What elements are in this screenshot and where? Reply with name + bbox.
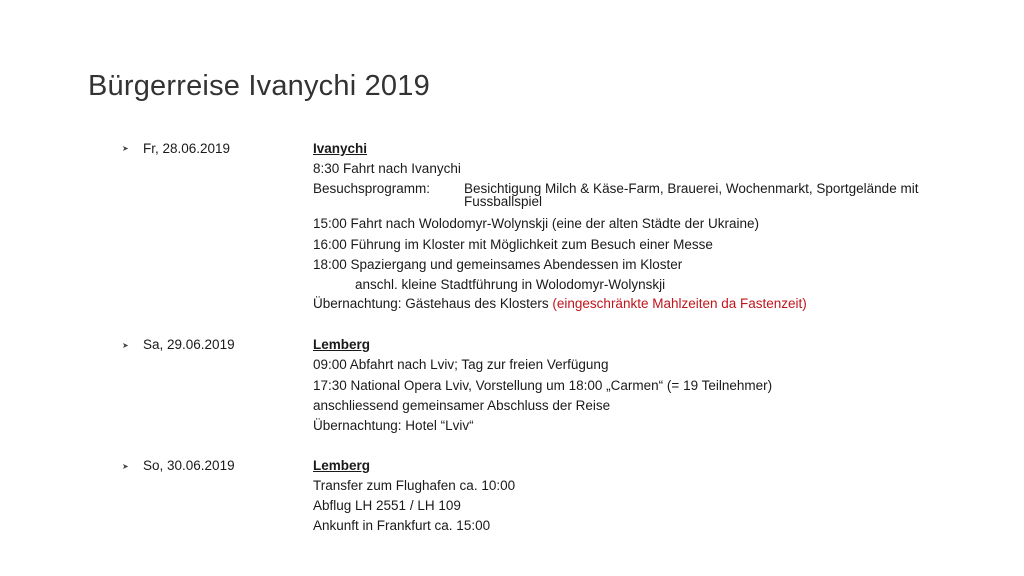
- itinerary-line: Ankunft in Frankfurt ca. 15:00: [313, 518, 491, 533]
- arrowhead-bullet-icon: ➤: [122, 144, 129, 153]
- itinerary-line: Transfer zum Flughafen ca. 10:00: [313, 478, 516, 493]
- itinerary-line: anschliessend gemeinsamer Abschluss der Reise: [313, 398, 611, 413]
- day-place: Lemberg: [313, 458, 371, 473]
- day-place: Lemberg: [313, 337, 371, 352]
- arrowhead-bullet-icon: ➤: [122, 462, 129, 471]
- itinerary-line: 09:00 Abfahrt nach Lviv; Tag zur freien Verfügung: [313, 357, 609, 372]
- overnight-warning: (eingeschränkte Mahlzeiten da Fastenzeit): [552, 296, 807, 311]
- itinerary-line: 18:00 Spaziergang und gemeinsames Abendessen im Kloster: [313, 257, 683, 272]
- slide-title: Bürgerreise Ivanychi 2019: [88, 70, 430, 102]
- day-date: Fr, 28.06.2019: [143, 141, 231, 156]
- day-date: So, 30.06.2019: [143, 458, 235, 473]
- itinerary-line: 15:00 Fahrt nach Wolodomyr-Wolynskji (eine der alten Städte der Ukraine): [313, 216, 759, 231]
- itinerary-line: 17:30 National Opera Lviv, Vorstellung um 18:00 „Carmen“ (= 19 Teilnehmer): [313, 378, 773, 393]
- itinerary-line: 8:30 Fahrt nach Ivanychi: [313, 161, 461, 176]
- itinerary-line: Abflug LH 2551 / LH 109: [313, 498, 461, 513]
- day-place: Ivanychi: [313, 141, 368, 156]
- program-label: Besuchsprogramm:: [313, 181, 431, 196]
- itinerary-line: anschl. kleine Stadtführung in Wolodomyr-Wolynskji: [355, 277, 666, 292]
- overnight-text: Übernachtung: Gästehaus des Klosters: [313, 296, 549, 311]
- overnight-line: Übernachtung: Hotel “Lviv“: [313, 418, 474, 433]
- itinerary-line: 16:00 Führung im Kloster mit Möglichkeit zum Besuch einer Messe: [313, 237, 713, 252]
- program-text: Besichtigung Milch & Käse-Farm, Brauerei, Wochenmarkt, Sportgelände mit Fussballspiel: [464, 181, 919, 209]
- arrowhead-bullet-icon: ➤: [122, 341, 129, 350]
- overnight-line: [313, 296, 807, 311]
- day-date: Sa, 29.06.2019: [143, 337, 235, 352]
